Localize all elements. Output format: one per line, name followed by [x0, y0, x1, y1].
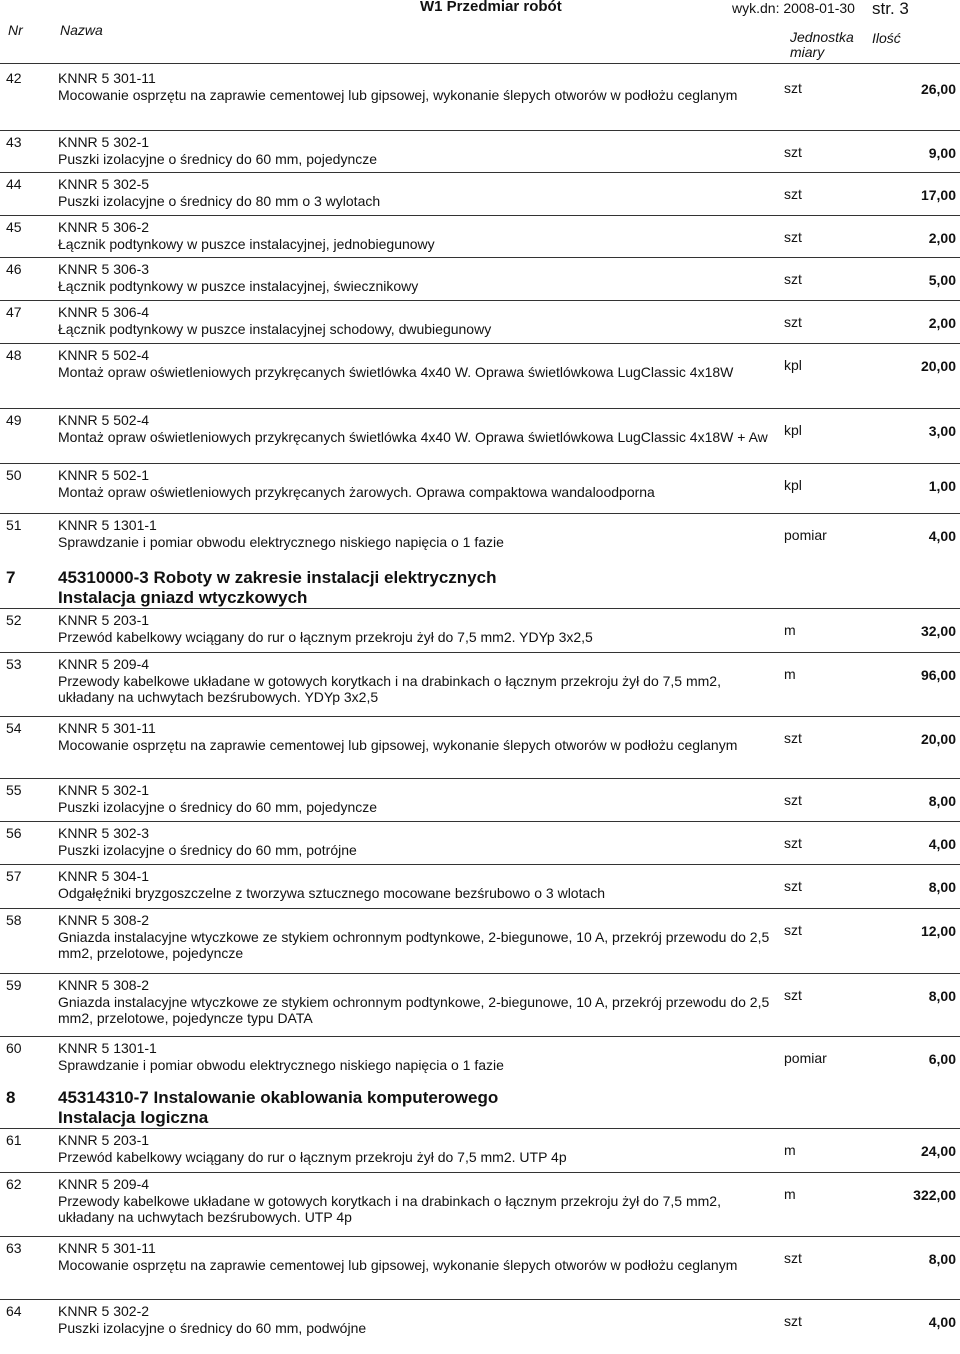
section-number: 7	[6, 568, 16, 587]
item-description: Sprawdzanie i pomiar obwodu elektrycznego niskiego napięcia o 1 fazie	[58, 1057, 504, 1073]
item-description: Mocowanie osprzętu na zaprawie cementowej lub gipsowej, wykonanie ślepych otworów w podłożu ceglanym	[58, 1257, 738, 1273]
item-description: Gniazda instalacyjne wtyczkowe ze stykiem ochronnym podtynkowe, 2-biegunowe, 10 A, przekrój przewodu do 2,5 mm2, przelotowe, pojedyncze typu DATA	[58, 994, 770, 1026]
quantity: 9,00	[928, 145, 956, 161]
column-header-unit-line1: Jednostka	[790, 29, 854, 45]
catalog-code: KNNR 5 304-1	[58, 868, 150, 884]
unit-of-measure: szt	[784, 271, 802, 287]
catalog-code: KNNR 5 1301-1	[58, 517, 157, 533]
catalog-code: KNNR 5 301-11	[58, 1240, 156, 1256]
quantity: 4,00	[928, 1314, 956, 1330]
row-divider	[0, 778, 960, 779]
unit-of-measure: szt	[784, 987, 802, 1003]
row-number: 51	[6, 517, 22, 533]
row-number: 47	[6, 304, 22, 320]
unit-of-measure: kpl	[784, 357, 802, 373]
row-divider	[0, 1172, 960, 1173]
row-divider	[0, 821, 960, 822]
quantity: 3,00	[928, 423, 956, 439]
row-divider	[0, 864, 960, 865]
quantity: 32,00	[920, 623, 956, 639]
quantity: 8,00	[928, 879, 956, 895]
document-title: W1 Przedmiar robót	[420, 0, 562, 15]
catalog-code: KNNR 5 302-3	[58, 825, 150, 841]
page-number: str. 3	[872, 0, 909, 18]
catalog-code: KNNR 5 301-11	[58, 70, 156, 86]
row-divider	[0, 300, 960, 301]
unit-of-measure: szt	[784, 80, 802, 96]
catalog-code: KNNR 5 302-2	[58, 1303, 150, 1319]
catalog-code: KNNR 5 302-1	[58, 134, 150, 150]
unit-of-measure: szt	[784, 730, 802, 746]
row-number: 61	[6, 1132, 22, 1148]
row-number: 52	[6, 612, 22, 628]
item-description: Przewody kabelkowe układane w gotowych korytkach i na drabinkach o łącznym przekroju żył do 7,5 mm2, układany na uchwytach bezśrubowych. UTP 4p	[58, 1193, 721, 1225]
unit-of-measure: m	[784, 622, 796, 638]
row-number: 42	[6, 70, 22, 86]
section-title-line1: 45314310-7 Instalowanie okablowania komputerowego	[58, 1088, 499, 1107]
catalog-code: KNNR 5 1301-1	[58, 1040, 157, 1056]
quantity: 322,00	[913, 1187, 956, 1203]
row-number: 59	[6, 977, 22, 993]
item-description: Łącznik podtynkowy w puszce instalacyjnej, świecznikowy	[58, 278, 419, 294]
quantity: 8,00	[928, 1251, 956, 1267]
quantity: 6,00	[928, 1051, 956, 1067]
row-number: 56	[6, 825, 22, 841]
quantity: 1,00	[928, 478, 956, 494]
row-divider	[0, 257, 960, 258]
catalog-code: KNNR 5 502-1	[58, 467, 150, 483]
section-title-line2: Instalacja gniazd wtyczkowych	[58, 588, 308, 607]
item-description: Montaż opraw oświetleniowych przykręcanych świetlówka 4x40 W. Oprawa świetlówkowa LugClassic 4x18W	[58, 364, 734, 380]
item-description: Przewody kabelkowe układane w gotowych korytkach i na drabinkach o łącznym przekroju żył do 7,5 mm2, układany na uchwytach bezśrubowych. YDYp 3x2,5	[58, 673, 721, 705]
catalog-code: KNNR 5 203-1	[58, 1132, 150, 1148]
row-divider	[0, 408, 960, 409]
column-header-name: Nazwa	[60, 22, 103, 38]
row-number: 55	[6, 782, 22, 798]
quantity: 12,00	[920, 923, 956, 939]
row-divider	[0, 716, 960, 717]
row-number: 50	[6, 467, 22, 483]
item-description: Montaż opraw oświetleniowych przykręcanych świetlówka 4x40 W. Oprawa świetlówkowa LugClassic 4x18W + Aw	[58, 429, 768, 445]
row-number: 45	[6, 219, 22, 235]
catalog-code: KNNR 5 301-11	[58, 720, 156, 736]
catalog-code: KNNR 5 306-3	[58, 261, 150, 277]
row-divider	[0, 172, 960, 173]
catalog-code: KNNR 5 308-2	[58, 912, 150, 928]
quantity: 2,00	[928, 230, 956, 246]
row-divider	[0, 652, 960, 653]
item-description: Łącznik podtynkowy w puszce instalacyjnej schodowy, dwubiegunowy	[58, 321, 492, 337]
item-description: Puszki izolacyjne o średnicy do 60 mm, potrójne	[58, 842, 357, 858]
catalog-code: KNNR 5 308-2	[58, 977, 150, 993]
catalog-code: KNNR 5 302-5	[58, 176, 150, 192]
row-number: 46	[6, 261, 22, 277]
item-description: Gniazda instalacyjne wtyczkowe ze stykiem ochronnym podtynkowe, 2-biegunowe, 10 A, przekrój przewodu do 2,5 mm2, przelotowe, pojedyncze	[58, 929, 770, 961]
row-divider	[0, 608, 960, 609]
catalog-code: KNNR 5 502-4	[58, 412, 150, 428]
item-description: Montaż opraw oświetleniowych przykręcanych żarowych. Oprawa compaktowa wandaloodporna	[58, 484, 655, 500]
row-number: 54	[6, 720, 22, 736]
row-number: 63	[6, 1240, 22, 1256]
quantity: 2,00	[928, 315, 956, 331]
row-number: 43	[6, 134, 22, 150]
catalog-code: KNNR 5 209-4	[58, 656, 150, 672]
row-divider	[0, 1236, 960, 1237]
row-number: 44	[6, 176, 22, 192]
unit-of-measure: m	[784, 1186, 796, 1202]
row-divider	[0, 513, 960, 514]
execution-date: wyk.dn: 2008-01-30	[732, 0, 855, 16]
row-number: 53	[6, 656, 22, 672]
unit-of-measure: szt	[784, 922, 802, 938]
quantity: 4,00	[928, 836, 956, 852]
unit-of-measure: szt	[784, 835, 802, 851]
section-title-line1: 45310000-3 Roboty w zakresie instalacji elektrycznych	[58, 568, 497, 587]
quantity: 8,00	[928, 793, 956, 809]
quantity: 5,00	[928, 272, 956, 288]
row-divider	[0, 973, 960, 974]
quantity: 24,00	[920, 1143, 956, 1159]
section-title-line2: Instalacja logiczna	[58, 1108, 209, 1127]
item-description: Łącznik podtynkowy w puszce instalacyjnej, jednobiegunowy	[58, 236, 435, 252]
item-description: Przewód kabelkowy wciągany do rur o łącznym przekroju żył do 7,5 mm2. YDYp 3x2,5	[58, 629, 593, 645]
item-description: Przewód kabelkowy wciągany do rur o łącznym przekroju żył do 7,5 mm2. UTP 4p	[58, 1149, 567, 1165]
row-divider	[0, 1128, 960, 1129]
row-divider	[0, 1036, 960, 1037]
unit-of-measure: szt	[784, 1250, 802, 1266]
item-description: Sprawdzanie i pomiar obwodu elektrycznego niskiego napięcia o 1 fazie	[58, 534, 504, 550]
column-header-nr: Nr	[8, 22, 23, 38]
item-description: Mocowanie osprzętu na zaprawie cementowej lub gipsowej, wykonanie ślepych otworów w podłożu ceglanym	[58, 737, 738, 753]
column-header-qty: Ilość	[872, 30, 901, 46]
item-description: Odgałęźniki bryzgoszczelne z tworzywa sztucznego mocowane bezśrubowo o 3 wlotach	[58, 885, 606, 901]
quantity: 96,00	[920, 667, 956, 683]
section-title	[58, 1088, 498, 1128]
row-divider	[0, 130, 960, 131]
row-number: 49	[6, 412, 22, 428]
row-divider	[0, 908, 960, 909]
catalog-code: KNNR 5 203-1	[58, 612, 150, 628]
column-header-unit-line2: miary	[790, 44, 825, 60]
quantity: 17,00	[920, 187, 956, 203]
row-number: 57	[6, 868, 22, 884]
row-number: 62	[6, 1176, 22, 1192]
quantity: 4,00	[928, 528, 956, 544]
row-divider	[0, 343, 960, 344]
column-header-unit	[790, 30, 854, 60]
unit-of-measure: szt	[784, 314, 802, 330]
row-number: 58	[6, 912, 22, 928]
item-description: Puszki izolacyjne o średnicy do 60 mm, pojedyncze	[58, 151, 378, 167]
row-number: 48	[6, 347, 22, 363]
catalog-code: KNNR 5 302-1	[58, 782, 150, 798]
catalog-code: KNNR 5 209-4	[58, 1176, 150, 1192]
catalog-code: KNNR 5 502-4	[58, 347, 150, 363]
row-divider	[0, 1299, 960, 1300]
quantity: 20,00	[920, 731, 956, 747]
quantity: 8,00	[928, 988, 956, 1004]
catalog-code: KNNR 5 306-4	[58, 304, 150, 320]
unit-of-measure: szt	[784, 229, 802, 245]
item-description: Puszki izolacyjne o średnicy do 80 mm o 3 wylotach	[58, 193, 381, 209]
row-divider	[0, 463, 960, 464]
unit-of-measure: szt	[784, 878, 802, 894]
item-description: Puszki izolacyjne o średnicy do 60 mm, pojedyncze	[58, 799, 378, 815]
unit-of-measure: m	[784, 666, 796, 682]
quantity: 26,00	[920, 81, 956, 97]
unit-of-measure: szt	[784, 144, 802, 160]
unit-of-measure: kpl	[784, 477, 802, 493]
unit-of-measure: m	[784, 1142, 796, 1158]
section-title	[58, 568, 496, 608]
header-divider	[0, 63, 960, 64]
unit-of-measure: pomiar	[784, 527, 827, 543]
unit-of-measure: pomiar	[784, 1050, 827, 1066]
row-number: 60	[6, 1040, 22, 1056]
item-description: Mocowanie osprzętu na zaprawie cementowej lub gipsowej, wykonanie ślepych otworów w podłożu ceglanym	[58, 87, 738, 103]
unit-of-measure: szt	[784, 186, 802, 202]
row-divider	[0, 215, 960, 216]
row-number: 64	[6, 1303, 22, 1319]
catalog-code: KNNR 5 306-2	[58, 219, 150, 235]
unit-of-measure: szt	[784, 792, 802, 808]
quantity: 20,00	[920, 358, 956, 374]
item-description: Puszki izolacyjne o średnicy do 60 mm, podwójne	[58, 1320, 367, 1336]
unit-of-measure: szt	[784, 1313, 802, 1329]
section-number: 8	[6, 1088, 16, 1107]
unit-of-measure: kpl	[784, 422, 802, 438]
